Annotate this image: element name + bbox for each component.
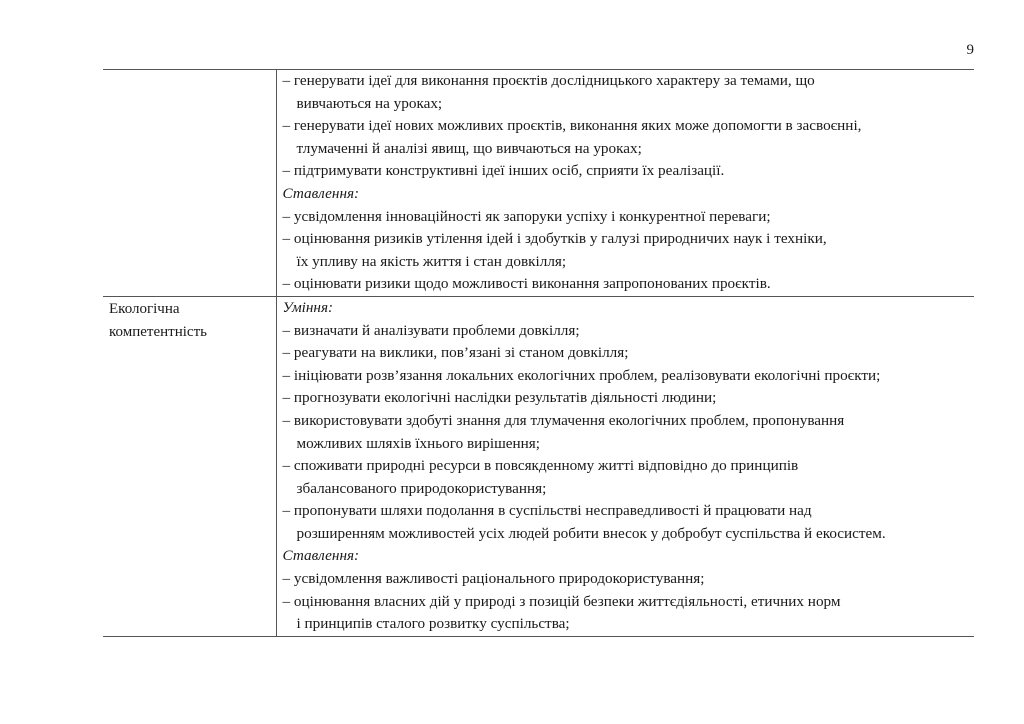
list-item: – генерувати ідеї для виконання проєктів дослідницького характеру за темами, що bbox=[282, 72, 815, 89]
list-item: – генерувати ідеї нових можливих проєктів, виконання яких може допомогти в засвоєнні, bbox=[282, 117, 862, 135]
list-item-continuation: можливих шляхів їхнього вирішення; bbox=[296, 434, 540, 452]
section-heading: Ставлення: bbox=[282, 184, 360, 202]
table-row bbox=[103, 70, 974, 297]
list-item: – усвідомлення важливості раціонального природокористування; bbox=[282, 570, 705, 588]
competency-name-cell bbox=[103, 70, 276, 297]
competency-description-cell bbox=[276, 70, 974, 297]
list-item: – реагувати на виклики, пов’язані зі станом довкілля; bbox=[282, 344, 629, 362]
list-item: – пропонувати шляхи подолання в суспільстві несправедливості й працювати над bbox=[282, 502, 812, 520]
competency-name-cell: Екологічна компетентність bbox=[103, 296, 276, 636]
competency-table bbox=[103, 69, 974, 637]
list-item-continuation: вивчаються на уроках; bbox=[296, 94, 443, 112]
list-item: – прогнозувати екологічні наслідки результатів діяльності людини; bbox=[282, 389, 717, 407]
list-item: – оцінювання ризиків утілення ідей і здобутків у галузі природничих наук і техніки, bbox=[282, 230, 827, 248]
list-item-continuation: збалансованого природокористування; bbox=[296, 479, 547, 497]
section-heading: Ставлення: bbox=[282, 547, 360, 565]
list-item: – споживати природні ресурси в повсякденному житті відповідно до принципів bbox=[282, 457, 799, 475]
list-item: – оцінювання власних дій у природі з позицій безпеки життєдіяльності, етичних норм bbox=[282, 592, 841, 610]
list-item-continuation: і принципів сталого розвитку суспільства; bbox=[296, 615, 570, 633]
list-item-continuation: розширенням можливостей усіх людей робити внесок у добробут суспільства й екосистем. bbox=[296, 524, 886, 542]
list-item: – використовувати здобуті знання для тлумачення екологічних проблем, пропонування bbox=[282, 411, 845, 429]
list-item-continuation: тлумаченні й аналізі явищ, що вивчаються на уроках; bbox=[296, 139, 642, 157]
table-row bbox=[103, 296, 974, 636]
list-item: – визначати й аналізувати проблеми довкілля; bbox=[282, 321, 580, 339]
list-item: – підтримувати конструктивні ідеї інших осіб, сприяти їх реалізації. bbox=[282, 162, 725, 180]
page-number: 9 bbox=[966, 42, 974, 58]
section-heading: Уміння: bbox=[282, 298, 334, 316]
list-item: – усвідомлення інноваційності як запоруки успіху і конкурентної переваги; bbox=[282, 207, 771, 225]
list-item: – ініціювати розв’язання локальних екологічних проблем, реалізовувати екологічні проєкти; bbox=[282, 366, 881, 384]
competency-description-cell bbox=[276, 296, 974, 636]
list-item-continuation: їх упливу на якість життя і стан довкілля; bbox=[296, 252, 567, 270]
list-item: – оцінювати ризики щодо можливості виконання запропонованих проєктів. bbox=[282, 275, 771, 293]
